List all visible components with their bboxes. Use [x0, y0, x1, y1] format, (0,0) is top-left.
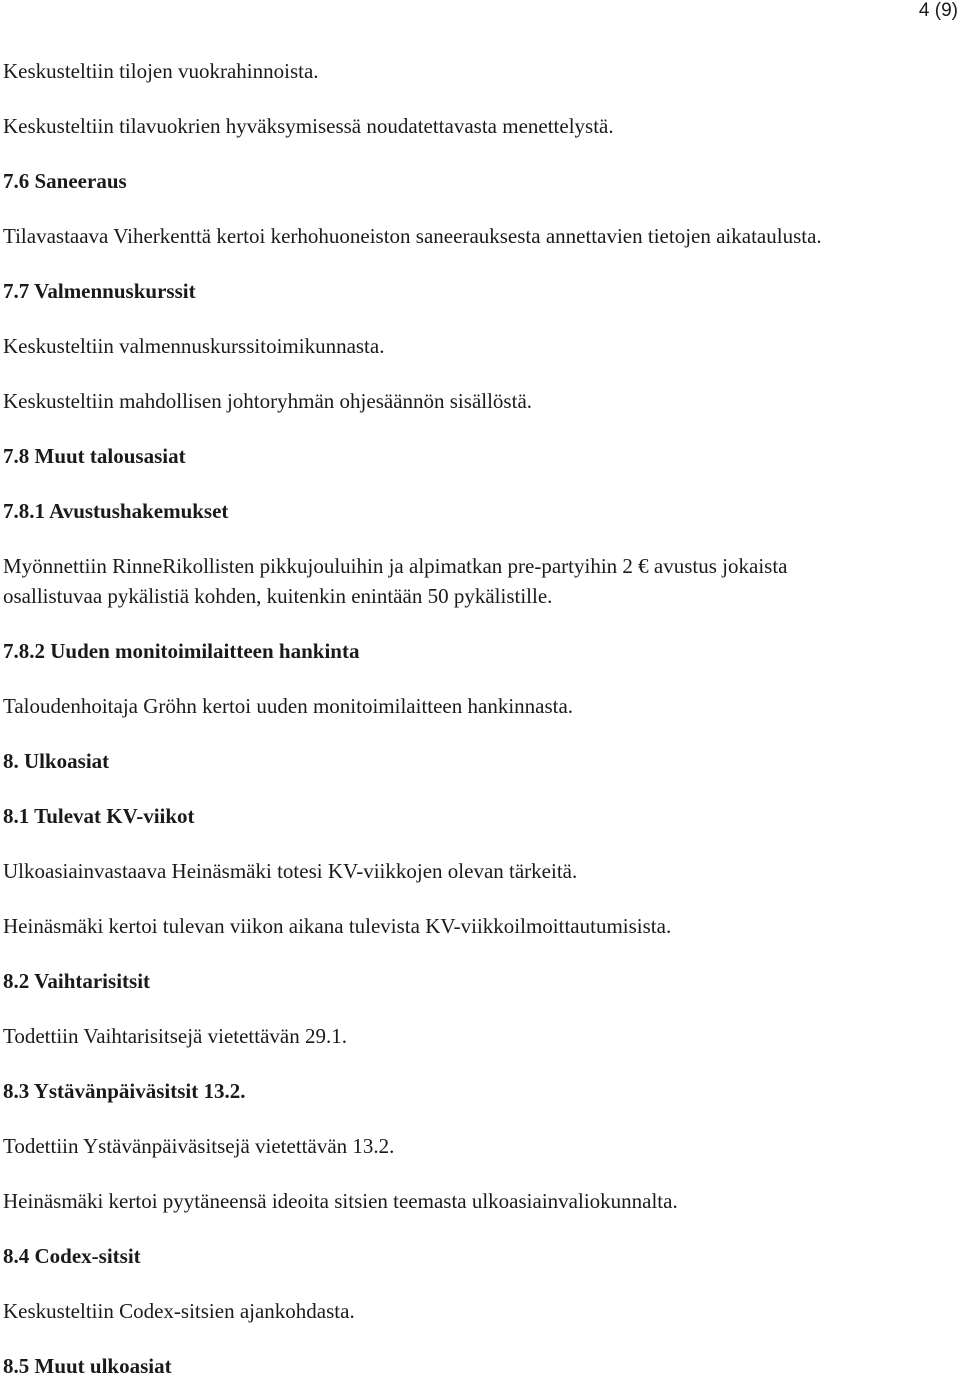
paragraph: Ulkoasiainvastaava Heinäsmäki totesi KV-viikkojen olevan tärkeitä. — [3, 859, 578, 883]
document-body — [3, 58, 953, 1380]
subsection-heading: 7.8.1 Avustushakemukset — [3, 499, 229, 523]
section-heading: 7.8 Muut talousasiat — [3, 444, 186, 468]
paragraph: Keskusteltiin mahdollisen johtoryhmän ohjesäännön sisällöstä. — [3, 389, 533, 413]
paragraph: Keskusteltiin tilojen vuokrahinnoista. — [3, 59, 319, 83]
paragraph: Heinäsmäki kertoi pyytäneensä ideoita sitsien teemasta ulkoasiainvaliokunnalta. — [3, 1189, 678, 1213]
paragraph: Heinäsmäki kertoi tulevan viikon aikana tulevista KV-viikkoilmoittautumisista. — [3, 914, 672, 938]
paragraph: Taloudenhoitaja Gröhn kertoi uuden monitoimilaitteen hankinnasta. — [3, 694, 574, 718]
subsection-heading: 8.4 Codex-sitsit — [3, 1244, 141, 1268]
subsection-heading: 8.2 Vaihtarisitsit — [3, 969, 151, 993]
subsection-heading: 8.3 Ystävänpäiväsitsit 13.2. — [3, 1079, 246, 1103]
section-heading: 8. Ulkoasiat — [3, 749, 110, 773]
subsection-heading: 8.5 Muut ulkoasiat — [3, 1354, 172, 1378]
paragraph: Todettiin Vaihtarisitsejä vietettävän 29.1. — [3, 1024, 347, 1048]
paragraph: Tilavastaava Viherkenttä kertoi kerhohuoneiston saneerauksesta annettavien tietojen aikataulusta. — [3, 224, 822, 248]
paragraph-line: osallistuvaa pykälistiä kohden, kuitenkin enintään 50 pykälistille. — [3, 584, 553, 608]
subsection-heading: 8.1 Tulevat KV-viikot — [3, 804, 195, 828]
section-heading: 7.6 Saneeraus — [3, 169, 127, 193]
paragraph-line: Myönnettiin RinneRikollisten pikkujouluihin ja alpimatkan pre-partyihin 2 € avustus jokaista — [3, 554, 788, 578]
paragraph: Todettiin Ystävänpäiväsitsejä vietettävän 13.2. — [3, 1134, 395, 1158]
subsection-heading: 7.8.2 Uuden monitoimilaitteen hankinta — [3, 639, 360, 663]
page-number: 4 (9) — [918, 0, 958, 21]
paragraph: Keskusteltiin valmennuskurssitoimikunnasta. — [3, 334, 385, 358]
section-heading: 7.7 Valmennuskurssit — [3, 279, 196, 303]
paragraph: Keskusteltiin Codex-sitsien ajankohdasta. — [3, 1299, 355, 1323]
paragraph: Keskusteltiin tilavuokrien hyväksymisessä noudatettavasta menettelystä. — [3, 114, 614, 138]
